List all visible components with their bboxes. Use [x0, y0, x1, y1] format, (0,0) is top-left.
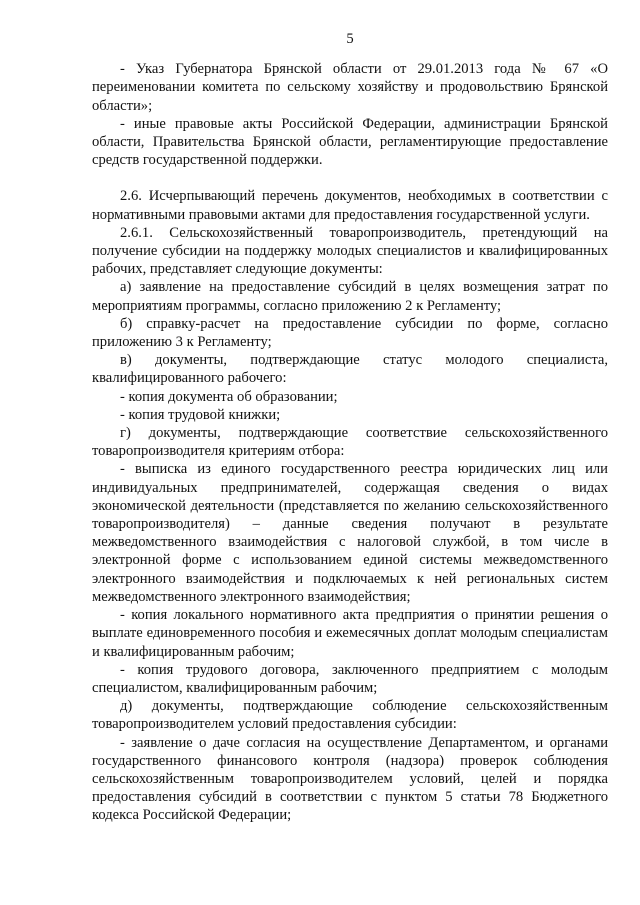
paragraph-other-acts: - иные правовые акты Российской Федерации, администрации Брянской области, Правительства Брянской области, регламентирующие предоставление средств государственной поддержки.: [92, 115, 608, 169]
paragraph-labor-contract-copy: - копия трудового договора, заключенного предприятием с молодым специалистом, квалифицированным рабочим;: [92, 661, 608, 696]
paragraph-local-act-copy: - копия локального нормативного акта предприятия о принятии решения о выплате единовременного пособия и ежемесячных доплат молодым специалистам и квалифицированным рабочим;: [92, 607, 608, 660]
paragraph-registry-extract: - выписка из единого государственного реестра юридических лиц или индивидуальных предпринимателей, содержащая сведения о видах экономической деятельности (представляется по желанию сельскохозяйственного товаропроизводителя) – данные сведения получают в результате межведомственного взаимодействия с налоговой службой, в том числе в электронной форме с использованием единой системы межведомственного электронного взаимодействия и подключаемых к ней региональных систем межведомственного электронного взаимодействия;: [92, 461, 608, 605]
paragraph-gap: [92, 169, 608, 187]
paragraph-workbook-copy: - копия трудовой книжки;: [120, 406, 281, 423]
paragraph-2-6-1: 2.6.1. Сельскохозяйственный товаропроизводитель, претендующий на получение субсидии на поддержку молодых специалистов и квалифицированных рабочих, представляет следующие документы:: [92, 224, 608, 278]
paragraph-item-d: д) документы, подтверждающие соблюдение сельскохозяйственным товаропроизводителем условий предоставления субсидии:: [92, 698, 608, 733]
paragraph-education-copy: - копия документа об образовании;: [120, 388, 338, 405]
page-number: 5: [346, 31, 354, 47]
paragraph-item-a: а) заявление на предоставление субсидий в целях возмещения затрат по мероприятиям программы, согласно приложению 2 к Регламенту;: [92, 279, 608, 314]
paragraph-item-v: в) документы, подтверждающие статус молодого специалиста, квалифицированного рабочего:: [92, 352, 608, 387]
document-page: [92, 30, 608, 825]
paragraph-item-b: б) справку-расчет на предоставление субсидии по форме, согласно приложению 3 к Регламенту;: [92, 315, 608, 351]
paragraph-consent-statement: - заявление о даче согласия на осуществление Департаментом, и органами государственного финансового контроля (надзора) проверок соблюдения сельскохозяйственным товаропроизводителем условий, целей и порядка предоставления субсидий в соответствии с пунктом 5 статьи 78 Бюджетного кодекса Российской Федерации;: [92, 734, 608, 824]
paragraph-decree: - Указ Губернатора Брянской области от 29.01.2013 года № 67 «О переименовании комитета по сельскому хозяйству и продовольствию Брянской области»;: [92, 61, 608, 114]
paragraph-item-g: г) документы, подтверждающие соответствие сельскохозяйственного товаропроизводителя критериям отбора:: [92, 425, 608, 460]
paragraph-2-6: 2.6. Исчерпывающий перечень документов, необходимых в соответствии с нормативными правовыми актами для предоставления государственной услуги.: [92, 188, 608, 223]
